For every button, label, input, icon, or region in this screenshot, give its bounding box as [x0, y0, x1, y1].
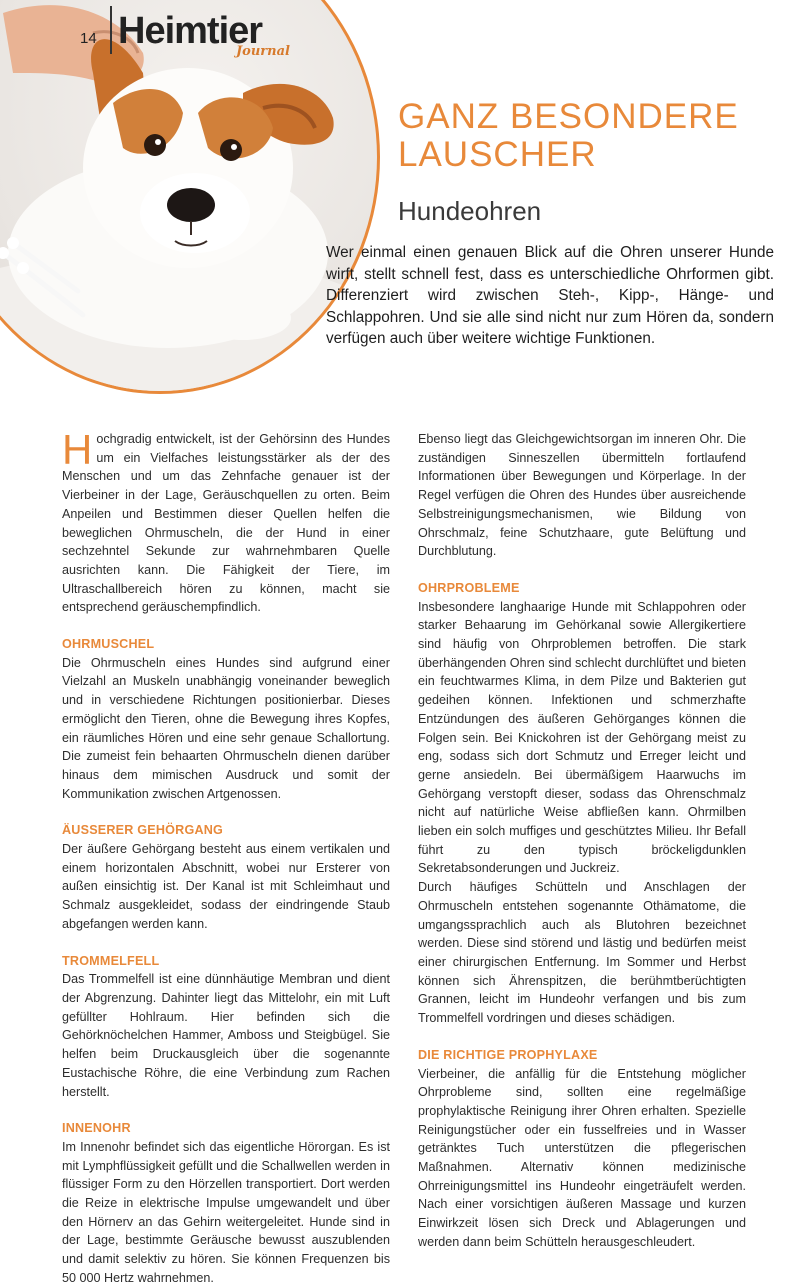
section-text-ohrprobleme-2: Durch häufiges Schütteln und Anschlagen der Ohrmuscheln entstehen sogenannte Othämatome, die umgangssprachlich auch als Blutohren bezeichnet werden. Diese sind störend und lästig und bedürfen meist einer chirurgischen Entfernung. Im Sommer und Herbst können sich Ährenspitzen, die berühmtberüchtigten Grannen, leicht im Hundeohr verfangen und bis zum Trommelfell vordringen und dieses schädigen. — [418, 880, 746, 1026]
drop-cap: H — [62, 426, 93, 473]
logo-divider — [110, 6, 112, 54]
section-text-prophylaxe: Vierbeiner, die anfällig für die Entstehung möglicher Ohrprobleme sind, sollten eine regelmäßige prophylaktische Reinigung ihrer Ohren erhalten. Spezielle Reinigungstücher oder ein fusselfreies und in Wasser getränktes Tuch unterstützen die pflegerischen Maßnahmen. Alternativ können medizinische Ohrreinigungsmittel ins Hundeohr eingeträufelt werden. Nach einer vorsichtigen äußeren Massage und kurzen Einwirkzeit lösen sich Dreck und Ablagerungen und werden dann beim Schütteln herausgeschleudert. — [418, 1066, 746, 1249]
section-text-ohrmuschel: Die Ohrmuscheln eines Hundes sind aufgrund einer Vielzahl an Muskeln unabhängig voneinander beweglich und in verschiedene Richtungen positionierbar. Dieses ermöglicht den Tieren, ohne die Bewegung ihres Kopfes, ein räumliches Hören und eine sehr genaue Schallortung. Die zumeist fein behaarten Ohrmuscheln dienen darüber hinaus dem mimischen Ausdruck und somit der Kommunikation zwischen Artgenossen. — [62, 655, 390, 801]
headline-line-1: GANZ BESONDERE — [398, 97, 739, 136]
section-heading-ohrmuschel: OHRMUSCHEL — [62, 637, 155, 652]
logo-title: Heimtier — [118, 10, 263, 52]
logo-subtitle: Journal — [236, 44, 290, 59]
section-text-innenohr: Im Innenohr befindet sich das eigentliche Hörorgan. Es ist mit Lymphflüssigkeit gefüllt und die Schallwellen werden in flüssiger Form zu den Hörzellen transportiert. Dort werden die Reize in elektrische Impulse umgewandelt und über den Hörnerv an das Gehirn weitergeleitet. Hunde sind in der Lage, bestimmte Geräusche bewusst auszublenden und damit selektiv zu hören. Sie können Frequenzen bis 50 000 Hertz wahrnehmen. — [62, 1139, 390, 1285]
article-subheadline: Hundeohren — [398, 196, 542, 226]
section-heading-ohrprobleme: OHRPROBLEME — [418, 580, 520, 595]
section-heading-innenohr: INNENOHR — [62, 1121, 131, 1136]
dog-photo — [0, 0, 380, 394]
headline-line-2: LAUSCHER — [398, 135, 597, 174]
section-text-ohrprobleme-1: Insbesondere langhaarige Hunde mit Schlappohren oder starker Behaarung im Gehörkanal sowie Allergikertiere sind häufig von Ohrproblemen betroffen. Die stark überhängenden Ohren sind schlecht durchlüftet und bieten ein feuchtwarmes Klima, in dem Pilze und Bakterien gut gedeihen können. Infektionen und schmerzhafte Entzündungen des äußeren Gehörganges können die Folgen sein. Bei Knickohren ist der Gehörgang meist zu eng, sodass sich dort Schmutz und Erreger leicht und gerne ansiedeln. Bei übermäßigem Haarwuchs im Gehörgang verstopft dieser, sodass das Ohrenschmalz nicht auf natürliche Weise abfließen kann. Ohrmilben lieben ein solch muffiges und geschütztes Milieu. Ihr Befall führt zu den typisch bröckeligdunklen Sekretabsonderungen und Juckreiz. — [418, 599, 746, 876]
article-intro: Wer einmal einen genauen Blick auf die Ohren unserer Hunde wirft, stellt schnell fest, dass es unterschiedliche Ohrformen gibt. Differenziert wird zwischen Steh-, Kipp-, Hänge- und Schlappohren. Und sie alle sind nicht nur zum Hören da, sondern verfügen auch über weitere wichtige Funktionen. — [326, 244, 774, 347]
section-text-trommelfell: Das Trommelfell ist eine dünnhäutige Membran und dient der Abgrenzung. Dahinter liegt das Mittelohr, ein mit Luft gefüllter Hohlraum. Hier befinden sich die Gehörknöchelchen Hammer, Amboss und Steigbügel. Sie helfen beim Druckausgleich über die sogenannte Eustachische Röhre, die eine Verbindung zum Rachen herstellt. — [62, 972, 390, 1099]
left-column — [62, 426, 390, 1288]
section-heading-prophylaxe: DIE RICHTIGE PROPHYLAXE — [418, 1047, 598, 1062]
section-text-gleichgewicht: Ebenso liegt das Gleichgewichtsorgan im inneren Ohr. Die zuständigen Sinneszellen übermitteln fortlaufend Informationen über Bewegungen und Körperlage. In der Regel verfügen die Ohren des Hundes über ausreichende Selbstreinigungsmechanismen, wie Bildung von Ohrschmalz, feine Schutzhaare, gute Belüftung und Durchblutung. — [418, 432, 746, 559]
section-heading-trommelfell: TROMMELFELL — [62, 953, 160, 968]
section-heading-gehoergang: ÄUSSERER GEHÖRGANG — [62, 823, 224, 838]
lead-text: ochgradig entwickelt, ist der Gehörsinn des Hundes um ein Vielfaches leistungsstärker als der des Menschen und um das Zehnfache genauer ist der Vierbeiner in der Lage, Geräuschquellen zu orten. Beim Anpeilen und Bestimmen dieser Quellen helfen die beweglichen Ohrmuscheln, die der Hund in einer sechzehntel Sekunde zur wahrnehmbaren Quelle ausrichten kann. Die Fähigkeit der Tiere, im Ultraschallbereich hören zu können, macht sie entsprechend geräuschempfindlich. — [62, 432, 390, 615]
lead-paragraph — [62, 426, 390, 617]
section-text-gehoergang: Der äußere Gehörgang besteht aus einem vertikalen und einem horizontalen Abschnitt, wobei nur Ersterer von außen einsichtig ist. Der Kanal ist mit Schleimhaut und Schmalz ausgekleidet, sodass der eindringende Staub abgefangen werden kann. — [62, 842, 390, 931]
right-column — [418, 430, 746, 1252]
dog-illustration — [0, 0, 380, 394]
article-headline — [398, 98, 739, 174]
page-number: 14 — [80, 30, 97, 47]
